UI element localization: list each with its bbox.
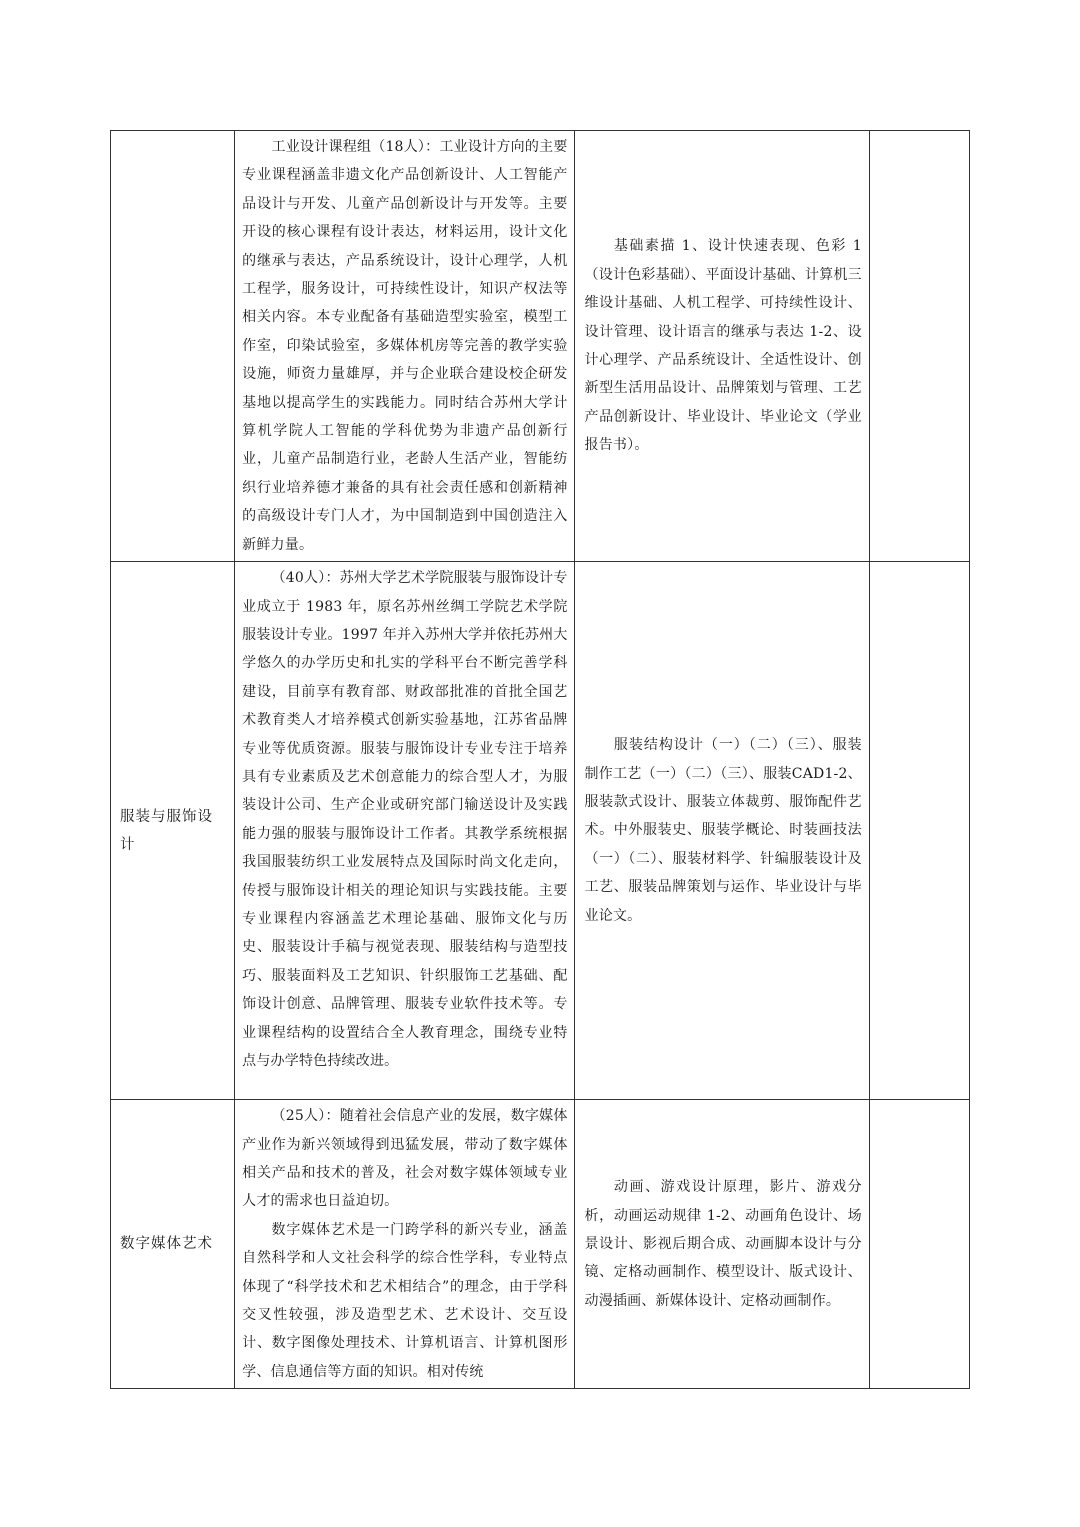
table-row bbox=[111, 1100, 970, 1389]
core-courses-cell bbox=[574, 131, 869, 562]
description-paragraph: 数字媒体艺术是一门跨学科的新兴专业，涵盖自然科学和人文社会科学的综合性学科，专业特点体现了“科学技术和艺术相结合”的理念，由于学科交叉性较强，涉及造型艺术、艺术设计、交互设计、数字图像处理技术、计算机语言、计算机图形学、信息通信等方面的知识。相对传统 bbox=[242, 1221, 568, 1380]
remarks-cell bbox=[869, 562, 969, 1100]
core-courses-text: 服装结构设计（一）（二）（三）、服装制作工艺（一）（二）（三）、服装CAD1-2、服装款式设计、服装立体裁剪、服饰配件艺术。中外服装史、服装学概论、时装画技法（一）（二）、服装材料学、针编服装设计及工艺、服装品牌策划与运作、毕业设计与毕业论文。 bbox=[584, 737, 862, 924]
major-name-cell: 数字媒体艺术 bbox=[111, 1100, 235, 1389]
remarks-cell bbox=[869, 131, 969, 562]
major-description-cell bbox=[235, 562, 574, 1100]
major-name-cell: 服装与服饰设计 bbox=[111, 562, 235, 1100]
table-row bbox=[111, 131, 970, 562]
core-courses-cell bbox=[574, 1100, 869, 1389]
description-paragraph: 工业设计课程组（18人）：工业设计方向的主要专业课程涵盖非遗文化产品创新设计、人工智能产品设计与开发、儿童产品创新设计与开发等。主要开设的核心课程有设计表达，材料运用，设计文化的继承与表达，产品系统设计，设计心理学，人机工程学，服务设计，可持续性设计，知识产权法等相关内容。本专业配备有基础造型实验室，模型工作室，印染试验室，多媒体机房等完善的教学实验设施，师资力量雄厚，并与企业联合建设校企研发基地以提高学生的实践能力。同时结合苏州大学计算机学院人工智能的学科优势为非遗产品创新行业，儿童产品制造行业，老龄人生活产业，智能纺织行业培养德才兼备的具有社会责任感和创新精神的高级设计专门人才，为中国制造到中国创造注入新鲜力量。 bbox=[242, 139, 568, 553]
description-paragraph: （25人）：随着社会信息产业的发展，数字媒体产业作为新兴领域得到迅猛发展，带动了数字媒体相关产品和技术的普及，社会对数字媒体领域专业人才的需求也日益迫切。 bbox=[242, 1108, 568, 1210]
curriculum-table bbox=[110, 130, 970, 1389]
remarks-cell bbox=[869, 1100, 969, 1389]
core-courses-cell bbox=[574, 562, 869, 1100]
table-row bbox=[111, 562, 970, 1100]
core-courses-text: 基础素描 1、设计快速表现、色彩 1（设计色彩基础）、平面设计基础、计算机三维设计基础、人机工程学、可持续性设计、设计管理、设计语言的继承与表达 1-2、设计心理学、产品系统设计、全适性设计、创新型生活用品设计、品牌策划与管理、工艺产品创新设计、毕业设计、毕业论文（学业报告书）。 bbox=[584, 238, 862, 454]
core-courses-text: 动画、游戏设计原理，影片、游戏分析，动画运动规律 1-2、动画角色设计、场景设计、影视后期合成、动画脚本设计与分镜、定格动画制作、模型设计、版式设计、动漫插画、新媒体设计、定格动画制作。 bbox=[584, 1179, 862, 1309]
major-description-cell bbox=[235, 131, 574, 562]
major-name-cell bbox=[111, 131, 235, 562]
major-description-cell bbox=[235, 1100, 574, 1389]
description-paragraph: （40人）：苏州大学艺术学院服装与服饰设计专业成立于 1983 年，原名苏州丝绸工学院艺术学院服装设计专业。1997 年并入苏州大学并依托苏州大学悠久的办学历史和扎实的学科平台不断完善学科建设，目前享有教育部、财政部批准的首批全国艺术教育类人才培养模式创新实验基地，江苏省品牌专业等优质资源。服装与服饰设计专业专注于培养具有专业素质及艺术创意能力的综合型人才，为服装设计公司、生产企业或研究部门输送设计及实践能力强的服装与服饰设计工作者。其教学系统根据我国服装纺织工业发展特点及国际时尚文化走向，传授与服饰设计相关的理论知识与实践技能。主要专业课程内容涵盖艺术理论基础、服饰文化与历史、服装设计手稿与视觉表现、服装结构与造型技巧、服装面料及工艺知识、针织服饰工艺基础、配饰设计创意、品牌管理、服装专业软件技术等。专业课程结构的设置结合全人教育理念，围绕专业特点与办学特色持续改进。 bbox=[242, 570, 568, 1069]
